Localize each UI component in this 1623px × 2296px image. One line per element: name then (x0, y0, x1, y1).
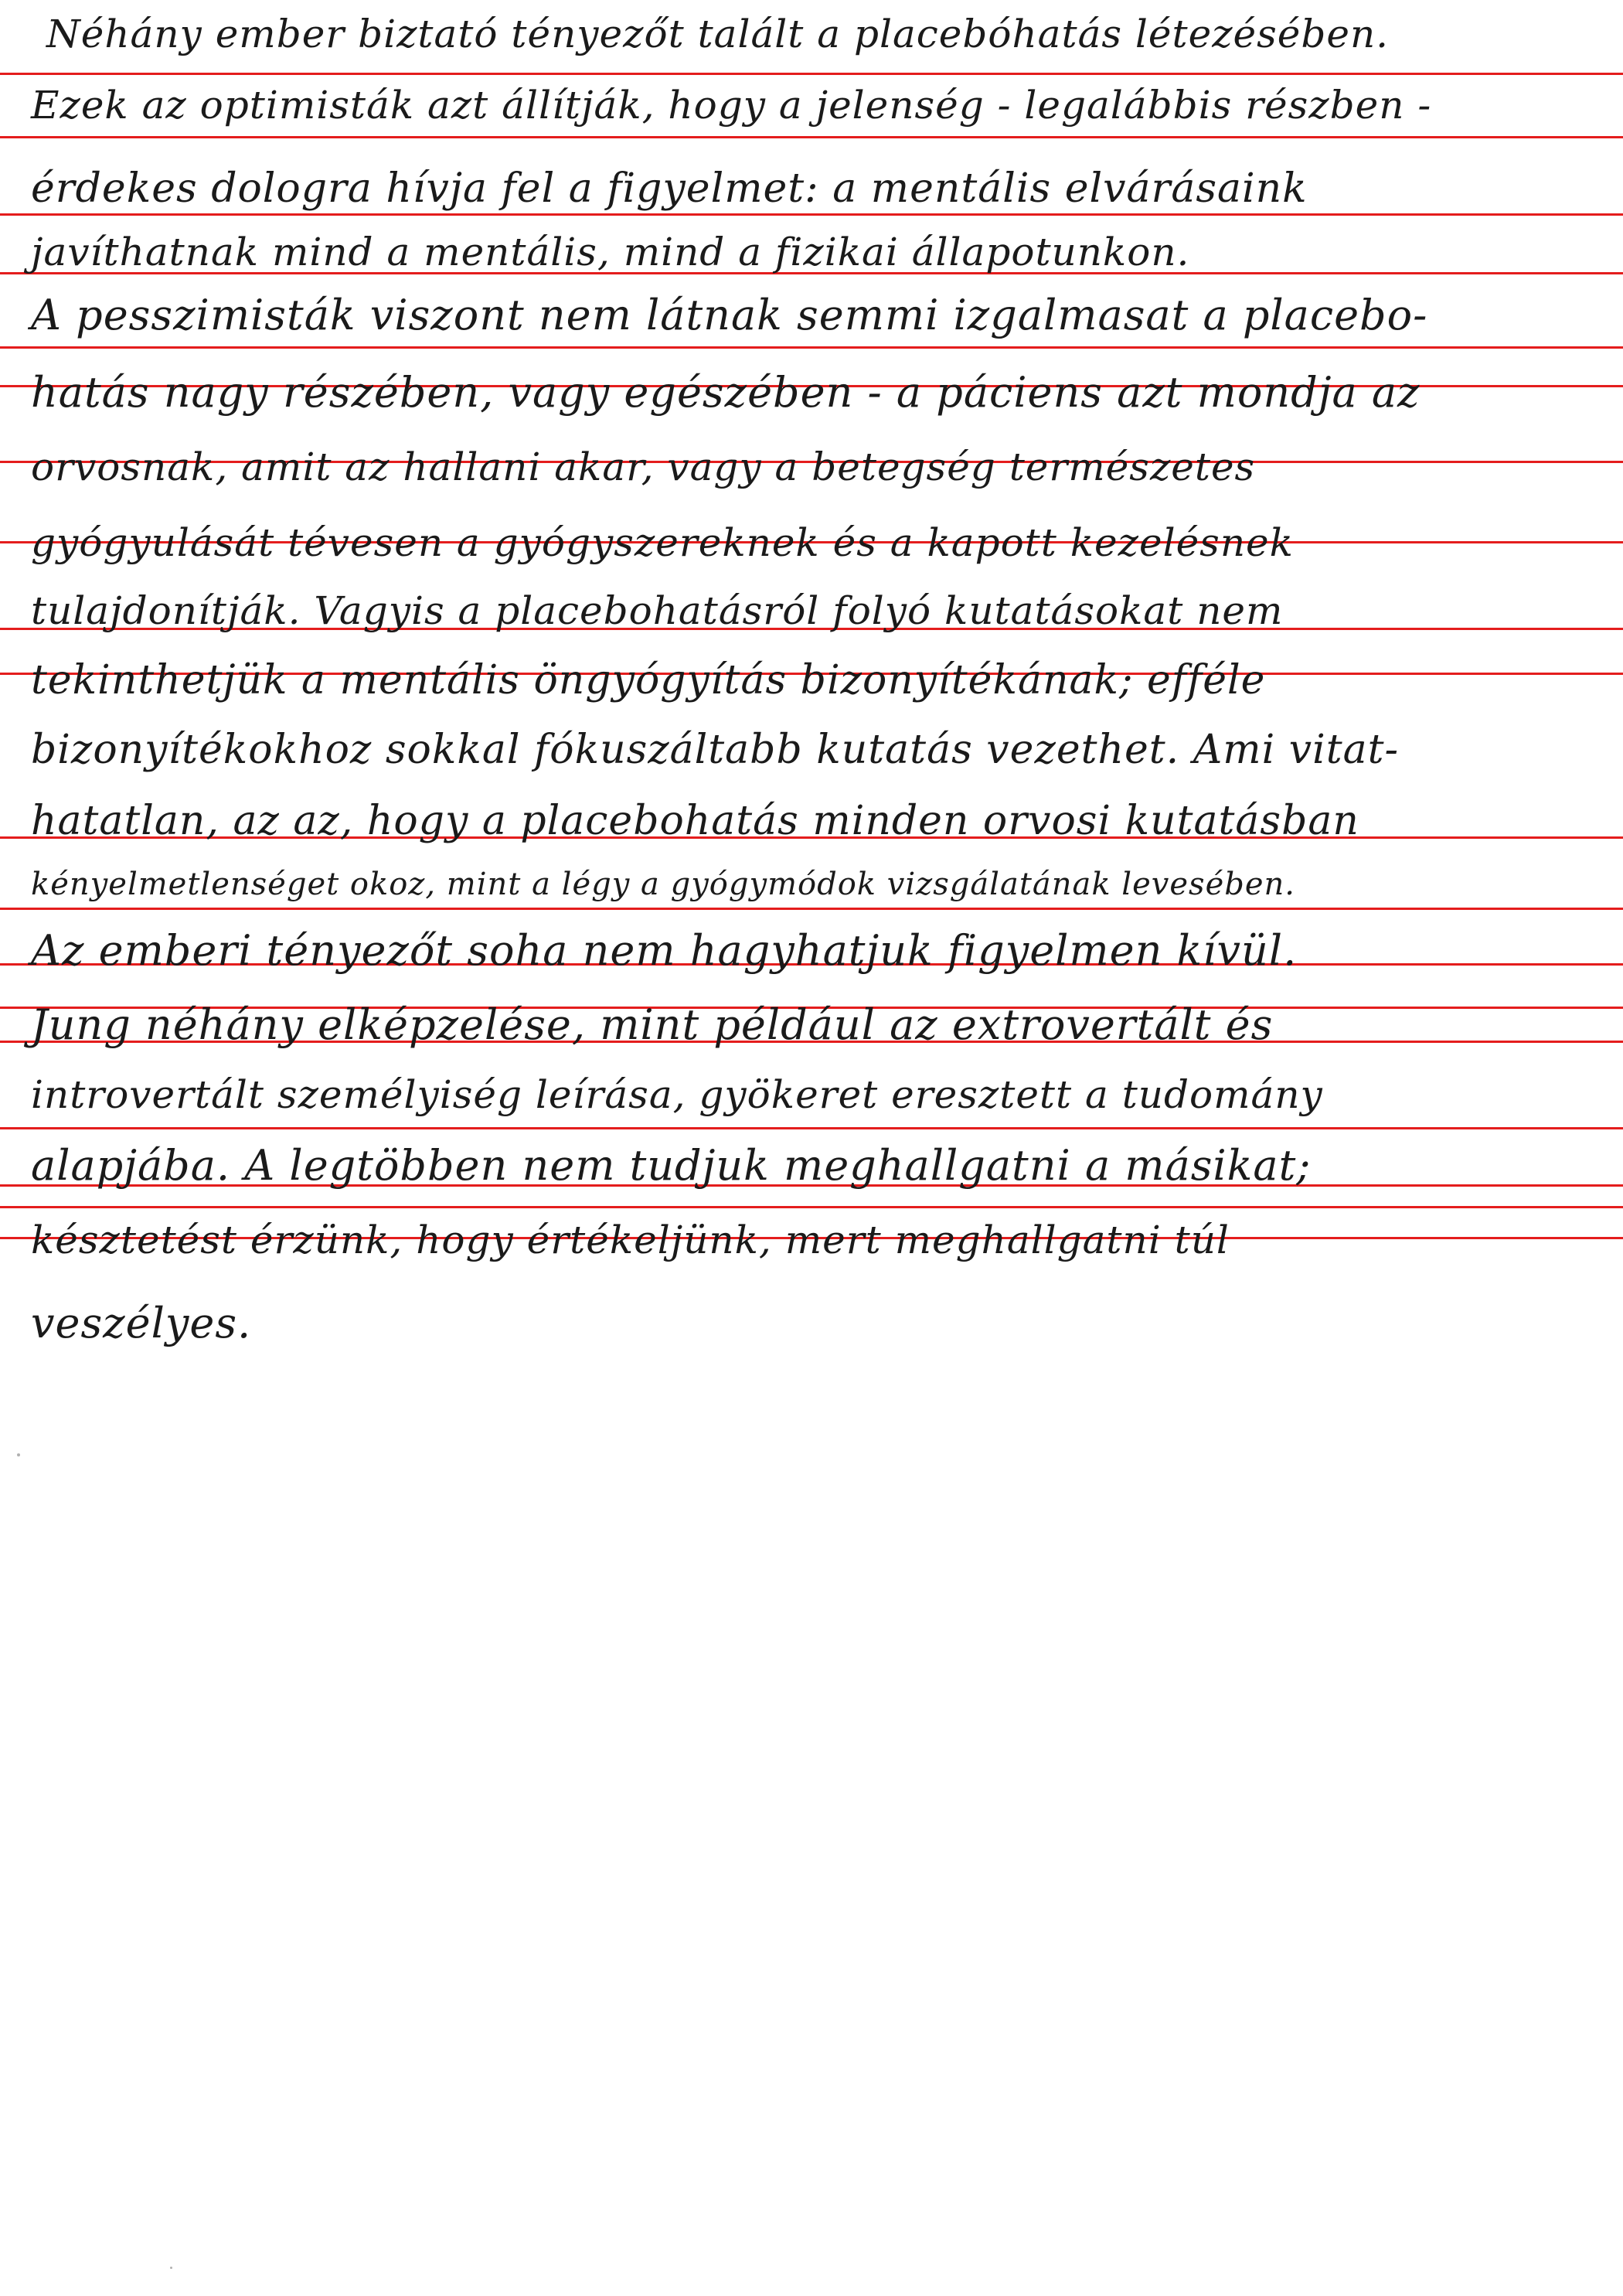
handwritten-line: tulajdonítják. Vagyis a placebohatásról folyó kutatásokat nem (31, 588, 1284, 633)
handwritten-line: A pesszimisták viszont nem látnak semmi izgalmasat a placebo- (31, 291, 1428, 339)
handwritten-line: bizonyítékokhoz sokkal fókuszáltabb kutatás vezethet. Ami vitat- (31, 727, 1400, 773)
handwritten-line: késztetést érzünk, hogy értékeljünk, mert meghallgatni túl (31, 1218, 1230, 1262)
handwritten-line: introvertált személyiség leírása, gyökeret eresztett a tudomány (31, 1072, 1323, 1117)
handwritten-line: Az emberi tényezőt soha nem hagyhatjuk figyelmen kívül. (31, 926, 1298, 975)
handwritten-line: Néhány ember biztató tényezőt talált a placebóhatás létezésében. (46, 12, 1390, 56)
red-rule-line (0, 908, 1623, 910)
handwritten-line: Jung néhány elképzelése, mint például az extrovertált és (31, 1000, 1274, 1049)
handwritten-line: Ezek az optimisták azt állítják, hogy a jelenség - legalábbis részben - (31, 83, 1432, 128)
handwritten-line: gyógyulását tévesen a gyógyszereknek és a kapott kezelésnek (31, 520, 1294, 565)
handwritten-line: javíthatnak mind a mentális, mind a fizikai állapotunkon. (31, 230, 1190, 274)
handwritten-line: tekinthetjük a mentális öngyógyítás bizonyítékának; efféle (31, 657, 1266, 703)
red-rule-line (0, 136, 1623, 138)
handwritten-line: orvosnak, amit az hallani akar, vagy a betegség természetes (31, 445, 1256, 489)
red-rule-line (0, 1127, 1623, 1129)
handwritten-line: veszélyes. (31, 1299, 252, 1347)
red-rule-line (0, 73, 1623, 75)
handwritten-line: hatatlan, az az, hogy a placebohatás minden orvosi kutatásban (31, 798, 1359, 844)
handwritten-line: kényelmetlenséget okoz, mint a légy a gyógymódok vizsgálatának levesében. (31, 867, 1295, 902)
handwritten-line: érdekes dologra hívja fel a figyelmet: a mentális elvárásaink (31, 165, 1308, 212)
handwritten-line: hatás nagy részében, vagy egészében - a páciens azt mondja az (31, 368, 1421, 417)
red-rule-line (0, 346, 1623, 349)
red-rule-line (0, 213, 1623, 216)
paper-speck (170, 2267, 172, 2269)
paper-speck (17, 1453, 20, 1456)
red-rule-line (0, 1206, 1623, 1208)
handwritten-line: alapjába. A legtöbben nem tudjuk meghallgatni a másikat; (31, 1141, 1312, 1190)
